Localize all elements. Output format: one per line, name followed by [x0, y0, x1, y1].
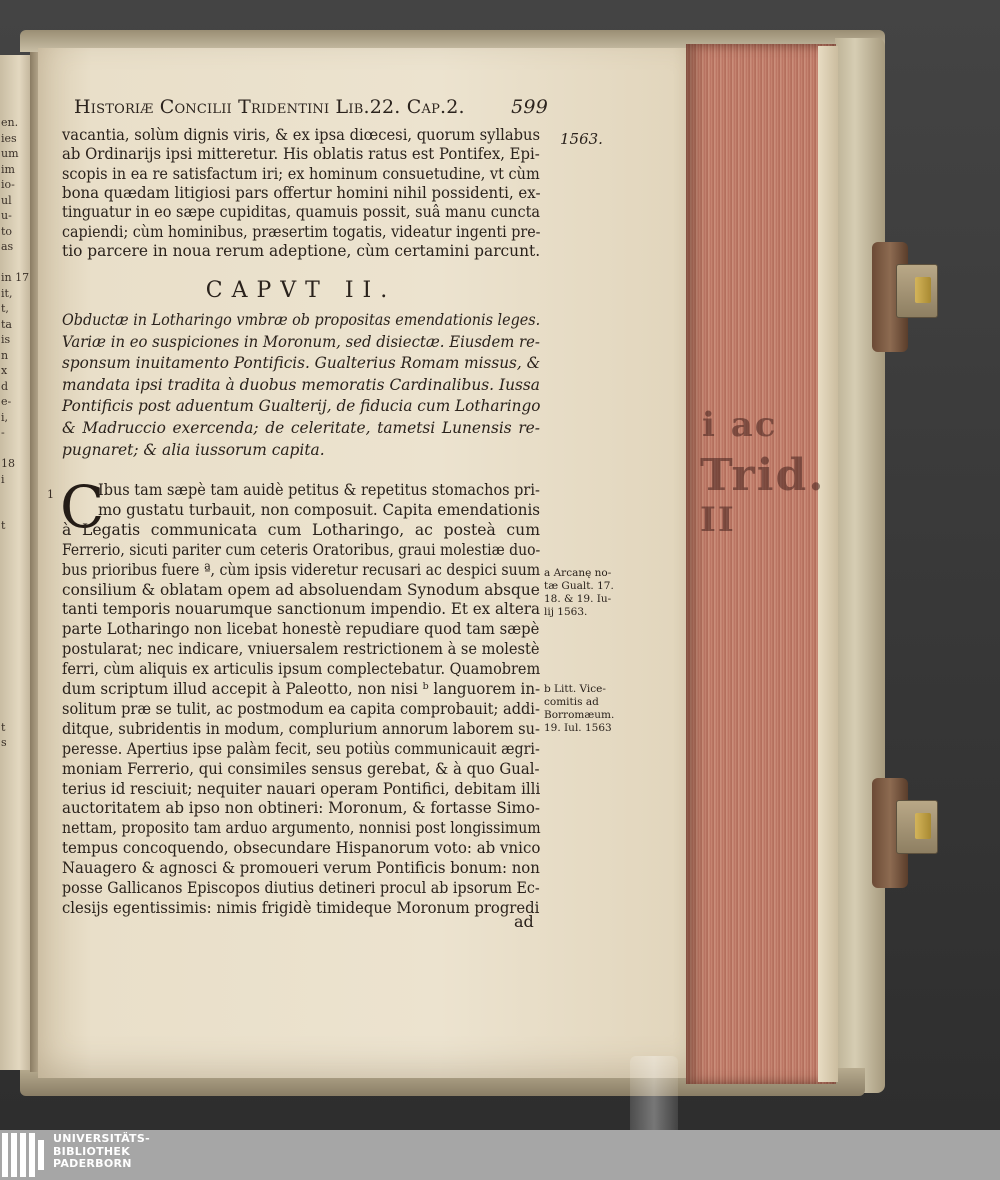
paragraph-number: 1	[47, 488, 54, 501]
left-page-fragment	[1, 596, 32, 612]
left-page-fragment: t,	[1, 302, 9, 315]
left-page-fragment: ul	[1, 193, 12, 207]
fore-edge-ink-line-1: i ac	[702, 405, 778, 445]
summary-line: mandata ipsi tradita à duobus memoratis Cardinalibus. Iussa	[62, 375, 540, 394]
body-text-line: mo gustatu turbauit, non composuit. Capita emendationis	[98, 500, 541, 519]
page-number: 599	[511, 96, 548, 118]
left-page-fragment: -	[1, 426, 5, 439]
body-text-line: ditque, subridentis in modum, complurium annorum laborem su-	[62, 719, 540, 738]
body-text-line: parte Lotharingo non licebat honestè repudiare quod tam sæpè	[62, 620, 540, 639]
opening-line: ab Ordinarijs ipsi mitteretur. His oblatis ratus est Pontifex, Epi-	[62, 145, 540, 164]
library-footer-bar	[0, 1130, 1000, 1180]
running-head	[74, 96, 548, 124]
body-text-line: Nauagero & agnosci & promoueri verum Pontificis bonum: non	[62, 859, 540, 878]
library-name-line-3: PADERBORN	[53, 1157, 132, 1170]
body-text-line: peresse. Apertius ipse palàm fecit, seu potiùs communicauit ægri-	[62, 739, 540, 758]
library-logo-icon	[0, 1130, 48, 1180]
opening-line: bona quædam litigiosi pars offertur homini nihil possidenti, ex-	[62, 183, 541, 202]
body-text-line: nettam, proposito tam arduo argumento, nonnisi post longissimum	[62, 819, 541, 838]
left-page-fragment: ies	[1, 131, 17, 145]
left-page-fragment: e-	[1, 395, 12, 408]
left-page-fragment	[1, 534, 32, 550]
left-page-fragment: t	[1, 720, 6, 734]
left-page-fragment: im	[1, 162, 15, 176]
marginal-note-a	[544, 567, 622, 619]
left-page-fragment	[1, 580, 32, 596]
left-page-fragment	[1, 611, 32, 627]
body-text-line: tanti temporis nouarumque sanctionum impendio. Et ex altera	[62, 600, 541, 619]
marg-a-line: 18. & 19. Iu-	[544, 593, 612, 605]
book-stand	[630, 1056, 678, 1130]
left-page-fragment: en.	[1, 116, 19, 129]
book-cover-right	[835, 38, 885, 1093]
left-page-fragment	[1, 642, 32, 658]
marg-b-line: 19. Iul. 1563	[544, 722, 612, 734]
body-text-line: postularat; nec indicare, vniuersalem restrictionem à se molestè	[62, 640, 540, 659]
marg-a-line: lij 1563.	[544, 606, 588, 618]
opening-line: tio parcere in noua rerum adeptione, cùm certamini parcunt.	[62, 241, 541, 260]
upper-clasp	[872, 242, 938, 352]
left-page-fragment: i	[1, 472, 5, 486]
opening-line: vacantia, solùm dignis viris, & ex ipsa diœcesi, quorum syllabus	[62, 126, 541, 144]
left-page-fragment: s	[1, 736, 7, 749]
marg-a-line: tæ Gualt. 17.	[544, 580, 614, 592]
left-page-edge	[0, 55, 32, 1070]
left-page-fragment	[1, 503, 32, 519]
marg-a-line: a Arcanę no-	[544, 567, 612, 579]
body-text-line: bus prioribus fuere ª, cùm ipsis videretur recusari ac despici suum	[62, 560, 541, 579]
left-page-fragment: u-	[1, 209, 12, 222]
body-text-line: solitum præ se tulit, ac postmodum ea capita comprobauit; addi-	[62, 699, 540, 718]
marg-b-line: b Litt. Vice-	[544, 683, 606, 695]
library-name-line-1: UNIVERSITÄTS-	[53, 1132, 150, 1145]
catchword: ad	[514, 912, 534, 931]
body-text-line: Ibus tam sæpè tam auidè petitus & repetitus stomachos pri-	[98, 481, 540, 499]
left-page-fragment	[1, 689, 32, 705]
summary-line: & Madruccio exercenda; de celeritate, tametsi Lunensis re-	[62, 419, 540, 437]
body-text-line: auctoritatem ab ipso non obtineri: Moronum, & fortasse Simo-	[62, 799, 540, 818]
upper-clasp-metal	[896, 264, 938, 318]
body-text-line: Ferrerio, sicuti pariter cum ceteris Oratoribus, graui molestiæ duo-	[62, 540, 541, 559]
left-page-fragment: x	[1, 364, 8, 377]
body-text-line: terius id resciuit; nequiter nauari operam Pontifici, debitam illi	[62, 779, 541, 798]
body-text-line: consilium & oblatam opem ad absoluendam Synodum absque	[62, 580, 540, 599]
left-page-text-fragments	[0, 115, 32, 751]
left-page-fragment: to	[1, 224, 13, 238]
left-page-fragment	[1, 627, 32, 643]
left-page-fragment	[1, 704, 32, 720]
left-page-fragment	[1, 441, 32, 457]
library-name	[53, 1133, 150, 1171]
summary-line: Variæ in eo suspiciones in Moronum, sed disiectæ. Eiusdem re-	[62, 332, 540, 351]
opening-line: scopis in ea re satisfactum iri; ex hominum consuetudine, vt cùm	[62, 164, 540, 183]
body-text-line: dum scriptum illud accepit à Paleotto, non nisi ᵇ languorem in-	[62, 680, 541, 698]
marg-b-line: comitis ad	[544, 696, 599, 708]
left-page-fragment: 18	[1, 457, 15, 470]
fore-edge-ink-line-3: II	[700, 500, 736, 540]
lower-clasp	[872, 778, 938, 888]
left-page-fragment: n	[1, 348, 9, 362]
marginal-note-b	[544, 683, 622, 735]
chapter-heading: CAPVT II.	[205, 278, 397, 303]
left-page-fragment	[1, 565, 32, 581]
body-text-line: clesijs egentissimis: nimis frigidè timideque Moronum progredi	[62, 898, 540, 917]
summary-line: Obductæ in Lotharingo vmbræ ob propositas emendationis leges.	[62, 311, 541, 329]
left-page-fragment	[1, 673, 32, 689]
body-text-line: à Legatis communicata cum Lotharingo, ac posteà cum	[62, 520, 540, 539]
left-page-fragment: i,	[1, 410, 9, 424]
left-page-fragment	[1, 255, 32, 271]
left-page-fragment: is	[1, 333, 11, 346]
left-page-fragment: t	[1, 519, 6, 532]
left-page-fragment	[1, 658, 32, 674]
left-page-fragment: it,	[1, 286, 13, 300]
page-fore-edge-lip	[818, 46, 838, 1082]
summary-line: sponsum inuitamento Pontificis. Gualterius Romam missus, &	[62, 354, 541, 373]
lower-clasp-metal	[896, 800, 938, 854]
left-page-fragment	[1, 487, 32, 503]
left-page-fragment: d	[1, 379, 9, 393]
body-text-line: tempus concoquendo, obsecundare Hispanorum voto: ab vnico	[62, 839, 541, 858]
left-page-fragment: ta	[1, 317, 12, 331]
left-page-fragment	[1, 549, 32, 565]
summary-line: pugnaret; & alia iussorum capita.	[62, 440, 325, 459]
library-name-line-2: BIBLIOTHEK	[53, 1144, 131, 1158]
summary-line: Pontificis post aduentum Gualterij, de fiducia cum Lotharingo	[62, 397, 541, 416]
marg-b-line: Borromæum.	[544, 709, 615, 721]
running-head-title: Historiæ Concilii Tridentini Lib.22. Cap.2.	[74, 96, 465, 118]
opening-line: tinguatur in eo sæpe cupiditas, quamuis possit, suâ manu cuncta	[62, 203, 541, 222]
body-text-line: moniam Ferrerio, qui consimiles sensus gerebat, & à quo Gual-	[62, 759, 540, 778]
left-page-fragment: io-	[1, 178, 15, 191]
opening-line: capiendi; cùm hominibus, præsertim togatis, videatur ingenti pre-	[62, 222, 541, 241]
drop-capital: C	[60, 473, 105, 541]
body-text-line: posse Gallicanos Episcopos diutius detineri procul ab ipsorum Ec-	[62, 879, 540, 897]
left-page-fragment: as	[1, 240, 14, 253]
left-page-fragment: in 17	[1, 271, 30, 284]
page-fore-edge	[686, 44, 836, 1084]
left-page-fragment: um	[1, 147, 19, 160]
margin-year: 1563.	[560, 130, 603, 148]
fore-edge-ink-line-2: Trid.	[700, 450, 826, 501]
body-text-line: ferri, cùm aliquis ex articulis ipsum complectebatur. Quamobrem	[62, 660, 541, 679]
